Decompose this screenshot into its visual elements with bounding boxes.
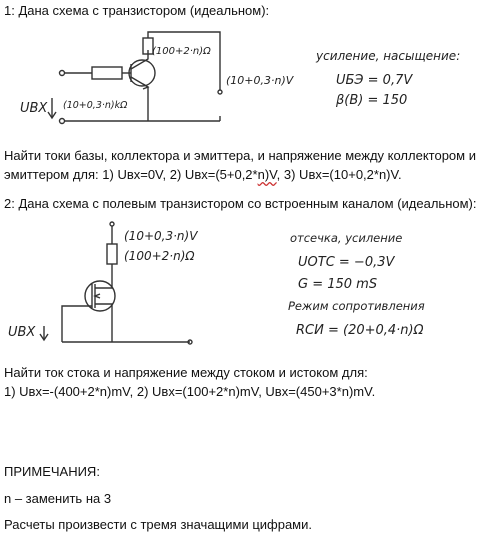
fet-supply-label: (10+0,3·n)V [124,229,198,243]
input-voltage-label: UBX [20,101,48,116]
remarks-note-n: n – заменить на 3 [4,491,112,506]
bjt-mode-note: усиление, насыщение: [316,49,461,63]
fet-input-label: UBX [8,325,36,340]
task2-title: 2: Дана схема с полевым транзистором со встроенным каналом (идеальном): [4,196,477,211]
bjt-symbol [129,60,155,86]
g-note: G = 150 mS [298,277,378,292]
ube-note: UБЭ = 0,7V [336,73,413,88]
bjt-circuit-figure [0,20,500,132]
task1-q2-part-c: , 3) Uвх=(10+0,2*n)V. [276,167,402,182]
drain-resistor-symbol [107,244,117,264]
remarks-note-digits: Расчеты произвести с тремя значащими цифрами. [4,517,312,532]
base-resistor-symbol [92,67,122,79]
task2-question-line2: 1) Uвх=-(400+2*n)mV, 2) Uвх=(100+2*n)mV, Uвх=(450+3*n)mV. [4,384,376,399]
uotc-note: UOTC = −0,3V [298,255,395,270]
beta-note: β(B) = 150 [336,93,408,108]
supply-voltage-label: (10+0,3·n)V [226,74,294,87]
task1-question-line2 [4,165,402,184]
task1-title: 1: Дана схема с транзистором (идеальном): [4,3,270,18]
rsi-note: RСИ = (20+0,4·n)Ω [296,323,424,338]
task1-q2-part-a: эмиттером для: 1) Uвх=0V, 2) Uвх=(5+0,2* [4,167,258,182]
base-resistor-label: (10+0,3·n)kΩ [63,100,128,111]
drain-resistor-label: (100+2·n)Ω [124,249,195,263]
task1-question-line1: Найти токи базы, коллектора и эмиттера, и напряжение между коллектором и [4,148,476,163]
task1-q2-part-b: n)V [257,167,277,182]
resist-mode-note: Режим сопротивления [288,299,425,313]
fet-circuit-figure [0,214,500,346]
remarks-heading: ПРИМЕЧАНИЯ: [4,464,100,479]
collector-resistor-label: (100+2·n)Ω [152,46,211,57]
fet-mode-note: отсечка, усиление [290,231,403,245]
task2-question-line1: Найти ток стока и напряжение между стоком и истоком для: [4,365,368,380]
